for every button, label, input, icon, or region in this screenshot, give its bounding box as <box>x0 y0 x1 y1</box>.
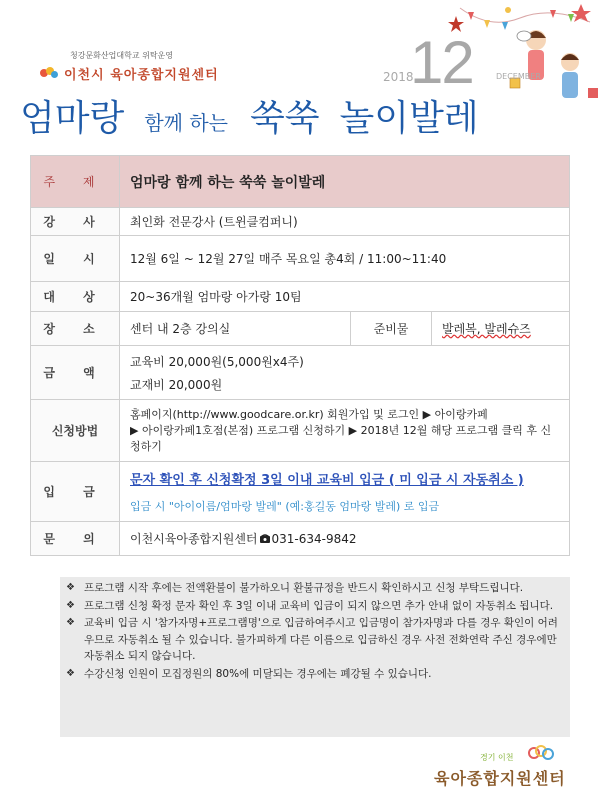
bullet-icon: ❖ <box>66 667 75 679</box>
date-month: 12 <box>410 29 473 96</box>
deposit-value <box>120 462 570 522</box>
tuition-fee: 교육비 20,000원(5,000원x4주) <box>130 354 304 369</box>
contact-name: 이천시육아종합지원센터 <box>130 532 258 546</box>
org-logo <box>40 64 219 82</box>
title-part-2: 함께 하는 <box>144 111 228 135</box>
prep-label: 준비물 <box>351 312 432 346</box>
schedule-label: 일 시 <box>31 236 120 282</box>
target-value: 20~36개월 엄마랑 아가랑 10팀 <box>120 282 570 312</box>
phone-icon <box>260 534 270 543</box>
deposit-label: 입 금 <box>31 462 120 522</box>
target-row <box>31 282 570 312</box>
topic-value: 엄마랑 함께 하는 쑥쑥 놀이발레 <box>120 156 570 208</box>
instructor-label: 강 사 <box>31 208 120 236</box>
date-year: 2018 <box>383 70 414 84</box>
header <box>0 0 600 150</box>
notice-box <box>60 577 570 737</box>
apply-value <box>120 400 570 462</box>
topic-row <box>31 156 570 208</box>
footer-center-name: 육아종합지원센터 <box>434 769 566 788</box>
deposit-notice: 문자 확인 후 신청확정 3일 이내 교육비 입금 ( 미 입금 시 자동취소 ) <box>130 473 524 488</box>
prep-value: 발레복, 발레슈즈 <box>432 312 570 346</box>
schedule-row <box>31 236 570 282</box>
footer-logo-icon <box>528 744 554 762</box>
notice-item: ❖ 프로그램 시작 후에는 전액환불이 불가하오니 환불규정을 반드시 확인하시고 신청 부탁드립니다. <box>66 580 564 597</box>
fee-label: 금 액 <box>31 346 120 400</box>
place-row <box>31 312 570 346</box>
fee-row <box>31 346 570 400</box>
apply-label: 신청방법 <box>31 400 120 462</box>
footer-subtitle: 경기 이천 <box>480 753 514 762</box>
notice-item: ❖ 교육비 입금 시 '참가자명+프로그램명'으로 입금하여주시고 입금명이 참가자명과 다를 경우 확인이 어려우므로 자동취소 될 수 있습니다. 불가피하게 다른 이름으로 입금하신 경우 사전 전화연락 주신 경우에만 자동취소 되지 않습니다. <box>66 615 564 665</box>
place-label: 장 소 <box>31 312 120 346</box>
target-label: 대 상 <box>31 282 120 312</box>
title-part-1: 엄마랑 <box>20 98 125 139</box>
place-value: 센터 내 2층 강의실 <box>120 312 351 346</box>
deposit-row <box>31 462 570 522</box>
material-fee: 교재비 20,000원 <box>130 377 223 392</box>
bullet-icon: ❖ <box>66 617 75 628</box>
org-subtitle: 청강문화산업대학교 위탁운영 <box>70 51 174 60</box>
bullet-icon: ❖ <box>66 582 75 593</box>
apply-step-1: 홈페이지(http://www.goodcare.or.kr) 회원가입 및 로그인 ▶ 아이랑카페 <box>130 407 488 421</box>
deposit-instruction: 입금 시 "아이이름/엄마랑 발레" (예:홍길동 엄마랑 발레) 로 입금 <box>130 500 440 513</box>
topic-label: 주 제 <box>31 156 120 208</box>
title-part-4: 놀이발레 <box>339 98 479 139</box>
contact-phone: 031-634-9842 <box>271 532 357 546</box>
apply-step-2: ▶ 아이랑카페1호점(본점) 프로그램 신청하기 ▶ 2018년 12월 해당 프로그램 클릭 후 신청하기 <box>130 423 552 453</box>
bullet-icon: ❖ <box>66 599 75 611</box>
program-info-table <box>30 155 570 556</box>
notice-item: ❖ 수강신청 인원이 모집정원의 80%에 미달되는 경우에는 폐강될 수 있습니다. <box>66 666 564 683</box>
date-month-name: DECEMBER <box>496 72 541 81</box>
fee-value <box>120 346 570 400</box>
org-name: 이천시 육아종합지원센터 <box>64 67 219 83</box>
apply-row <box>31 400 570 462</box>
title-part-3: 쑥쑥 <box>249 98 320 139</box>
contact-value <box>120 522 570 556</box>
contact-row <box>31 522 570 556</box>
schedule-value: 12월 6일 ~ 12월 27일 매주 목요일 총4회 / 11:00~11:40 <box>120 236 570 282</box>
contact-label: 문 의 <box>31 522 120 556</box>
notice-item: ❖ 프로그램 신청 확정 문자 확인 후 3일 이내 교육비 입금이 되지 않으면 추가 안내 없이 자동취소 됩니다. <box>66 598 564 615</box>
instructor-value: 최인화 전문강사 (트윈클컴퍼니) <box>120 208 570 236</box>
center-logo-icon <box>40 66 58 80</box>
instructor-row <box>31 208 570 236</box>
page-title <box>20 90 580 138</box>
